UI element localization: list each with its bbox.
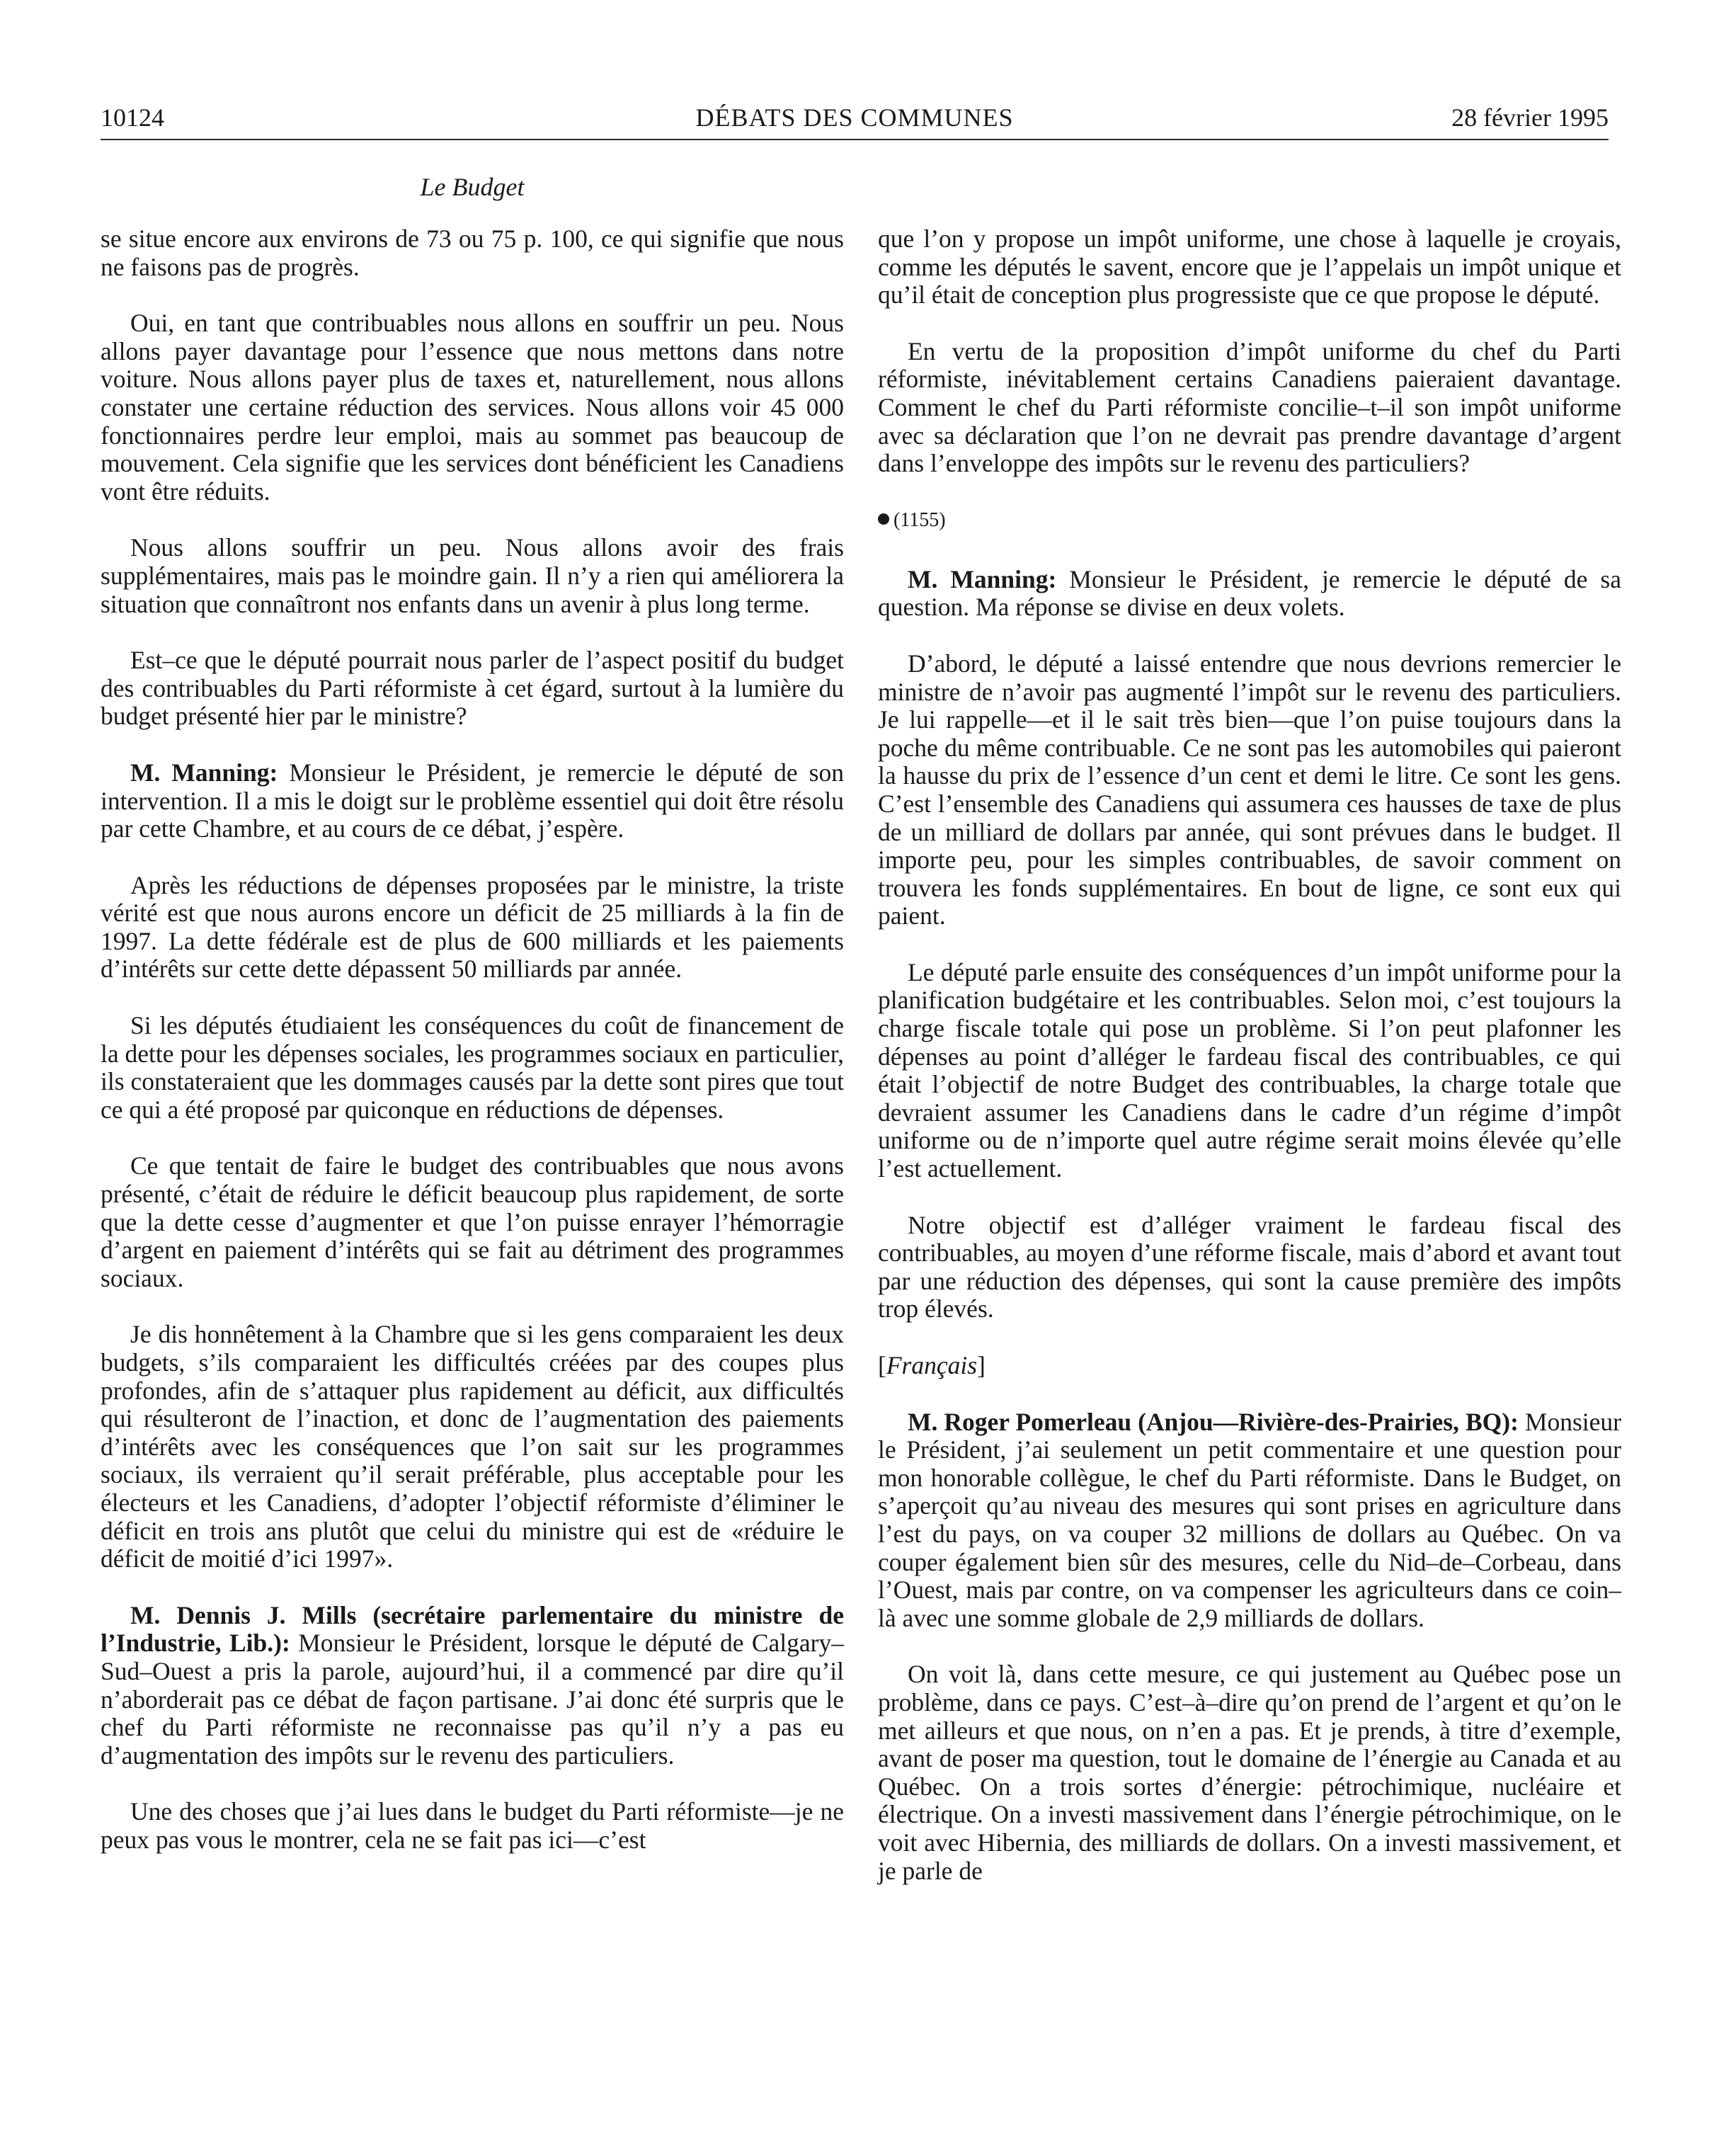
page-number: 10124: [101, 103, 164, 132]
speaker-name: M. Manning:: [908, 564, 1057, 593]
language-marker: [Français]: [878, 1351, 986, 1379]
journal-title: DÉBATS DES COMMUNES: [695, 103, 1014, 132]
paragraph: Après les réductions de dépenses proposées par le ministre, la triste vérité est que nous aurons encore un déficit de 25 milliards à la fin de 1997. La dette fédérale est de plus de 600 milliards et les paiements d’intérêts sur cette dette dépassent 50 milliards par année.: [101, 870, 844, 984]
paragraph: Le député parle ensuite des conséquences d’un impôt uniforme pour la planification budgétaire et les contribuables. Selon moi, c’est toujours la charge fiscale totale qui pose un problème. Si l’on peut plafonner les dépenses au point d’alléger le fardeau fiscal des contribuables, ce qui était l’objectif de notre Budget des contribuables, la charge totale que devraient assumer les Canadiens dans le cadre d’un régime d’impôt uniforme ou de n’importe quel autre régime serait moins élevée qu’elle l’est actuellement.: [878, 957, 1621, 1183]
paragraph: Une des choses que j’ai lues dans le budget du Parti réformiste—je ne peux pas vous le montrer, cela ne se fait pas ici—c’est: [101, 1797, 844, 1854]
timestamp-marker: [878, 506, 1621, 535]
left-column: [101, 225, 844, 1855]
timestamp-text: (1155): [893, 508, 946, 531]
bullet-icon: [878, 513, 889, 525]
speech-text: Monsieur le Président, je remercie le député de son intervention. Il a mis le doigt sur le problème essentiel qui doit être résolu par cette Chambre, et au cours de ce débat, j’espère.: [101, 758, 844, 843]
speech-text: Monsieur le Président, j’ai seulement un petit commentaire et une question pour mon honorable collègue, le chef du Parti réformiste. Dans le Budget, on s’aperçoit qu’au niveau des mesures qui sont prises en agriculture dans l’est du pays, on va couper 32 millions de dollars au Québec. On va couper également bien sûr des mesures, celle du Nid–de–Corbeau, dans l’Ouest, mais par contre, on va compenser les agriculteurs dans ce coin–là avec une somme globale de 2,9 milliards de dollars.: [878, 1407, 1622, 1632]
header-rule: [101, 139, 1609, 140]
speech-text: Monsieur le Président, je remercie le député de sa question. Ma réponse se divise en deux volets.: [878, 564, 1621, 622]
paragraph: Est–ce que le député pourrait nous parler de l’aspect positif du budget des contribuables du Parti réformiste à cet égard, surtout à la lumière du budget présenté hier par le ministre?: [101, 646, 844, 731]
paragraph: On voit là, dans cette mesure, ce qui justement au Québec pose un problème, dans ce pays. C’est–à–dire qu’on prend de l’argent et qu’on le met ailleurs et que nous, on n’en a pas. Et je prends, à titre d’exemple, avant de poser ma question, tout le domaine de l’énergie au Canada et au Québec. On a trois sortes d’énergie: pétrochimique, nucléaire et électrique. On a investi massivement dans l’énergie pétrochimique, on le voit avec Hibernia, des milliards de dollars. On a investi massivement, et je parle de: [878, 1660, 1621, 1885]
speech-paragraph: [101, 1602, 844, 1770]
section-title: Le Budget: [420, 173, 525, 201]
paragraph: Ce que tentait de faire le budget des contribuables que nous avons présenté, c’était de réduire le déficit beaucoup plus rapidement, de sorte que la dette cesse d’augmenter et que l’on puisse enrayer l’hémorragie d’argent en paiement d’intérêts qui se fait au détriment des programmes sociaux.: [101, 1151, 844, 1292]
paragraph: Nous allons souffrir un peu. Nous allons avoir des frais supplémentaires, mais pas le moindre gain. Il n’y a rien qui améliorera la situation que connaîtront nos enfants dans un avenir à plus long terme.: [101, 533, 844, 618]
running-header: [101, 99, 1609, 136]
right-column: [878, 225, 1621, 1885]
paragraph: D’abord, le député a laissé entendre que nous devrions remercier le ministre de n’avoir pas augmenté l’impôt sur le revenu des particuliers. Je lui rappelle—et il le sait très bien—que l’on puise toujours dans la poche du même contribuable. Ce ne sont pas les automobiles qui paieront la hausse du prix de l’essence d’un cent et demi le litre. Ce sont les gens. C’est l’ensemble des Canadiens qui assumera ces hausses de taxe de plus de un milliard de dollars par année, qui sont prévues dans le budget. Il importe peu, pour les simples contribuables, de savoir comment on trouvera les fonds supplémentaires. En bout de ligne, ce sont eux qui paient.: [878, 649, 1621, 930]
paragraph: Oui, en tant que contribuables nous allons en souffrir un peu. Nous allons payer davantage pour l’essence que nous mettons dans notre voiture. Nous allons payer plus de taxes et, naturellement, nous allons constater une certaine réduction des services. Nous allons voir 45 000 fonctionnaires perdre leur emploi, mais au sommet pas beaucoup de mouvement. Cela signifie que les services dont bénéficient les Canadiens vont être réduits.: [101, 309, 844, 506]
issue-date: 28 février 1995: [1451, 103, 1609, 132]
paragraph: Notre objectif est d’alléger vraiment le fardeau fiscal des contribuables, au moyen d’une réforme fiscale, mais d’abord et avant tout par une réduction des dépenses, qui sont la cause première des impôts trop élevés.: [878, 1210, 1621, 1323]
paragraph: se situe encore aux environs de 73 ou 75 p. 100, ce qui signifie que nous ne faisons pas de progrès.: [101, 224, 844, 281]
paragraph: que l’on y propose un impôt uniforme, une chose à laquelle je croyais, comme les députés le savent, encore que je l’appelais un impôt unique et qu’il était de conception plus progressiste que ce que propose le député.: [878, 224, 1621, 309]
speaker-name: M. Dennis J. Mills (secrétaire parlementaire du ministre de l’Industrie, Lib.):: [101, 1600, 844, 1658]
paragraph: Je dis honnêtement à la Chambre que si les gens comparaient les deux budgets, s’ils comparaient les difficultés créées par des coupes plus profondes, afin de s’attaquer plus rapidement au déficit, aux difficultés qui résulteront de l’inaction, et donc de l’augmentation des paiements d’intérêts avec les conséquences que l’on sait sur les programmes sociaux, ils verraient qu’il serait préférable, plus acceptable pour les électeurs et les Canadiens, d’adopter l’objectif réformiste d’éliminer le déficit en trois ans plutôt que celui du ministre qui est de «réduire le déficit de moitié d’ici 1997».: [101, 1320, 844, 1573]
paragraph: En vertu de la proposition d’impôt uniforme du chef du Parti réformiste, inévitablement certains Canadiens paieraient davantage. Comment le chef du Parti réformiste concilie–t–il son impôt uniforme avec sa déclaration que l’on ne devrait pas prendre davantage d’argent dans l’enveloppe des impôts sur le revenu des particuliers?: [878, 336, 1621, 478]
speech-paragraph: [878, 1408, 1621, 1633]
speaker-name: M. Manning:: [130, 758, 278, 787]
speech-text: Monsieur le Président, lorsque le député de Calgary–Sud–Ouest a pris la parole, aujourd’hui, il a commencé par dire qu’il n’aborderait pas ce débat de façon partisane. J’ai donc été surpris que le chef du Parti réformiste ne reconnaisse pas qu’il n’y a pas eu d’augmentation des impôts sur le revenu des particuliers.: [101, 1629, 844, 1770]
language-tag: Français: [886, 1351, 978, 1379]
speaker-name: M. Roger Pomerleau (Anjou—Rivière-des-Prairies, BQ):: [908, 1407, 1519, 1436]
paragraph: Si les députés étudiaient les conséquences du coût de financement de la dette pour les dépenses sociales, les programmes sociaux en particulier, ils constateraient que les dommages causés par la dette sont pires que tout ce qui a été proposé par quiconque en réductions de dépenses.: [101, 1011, 844, 1124]
speech-paragraph: [878, 566, 1621, 622]
speech-paragraph: [101, 759, 844, 843]
